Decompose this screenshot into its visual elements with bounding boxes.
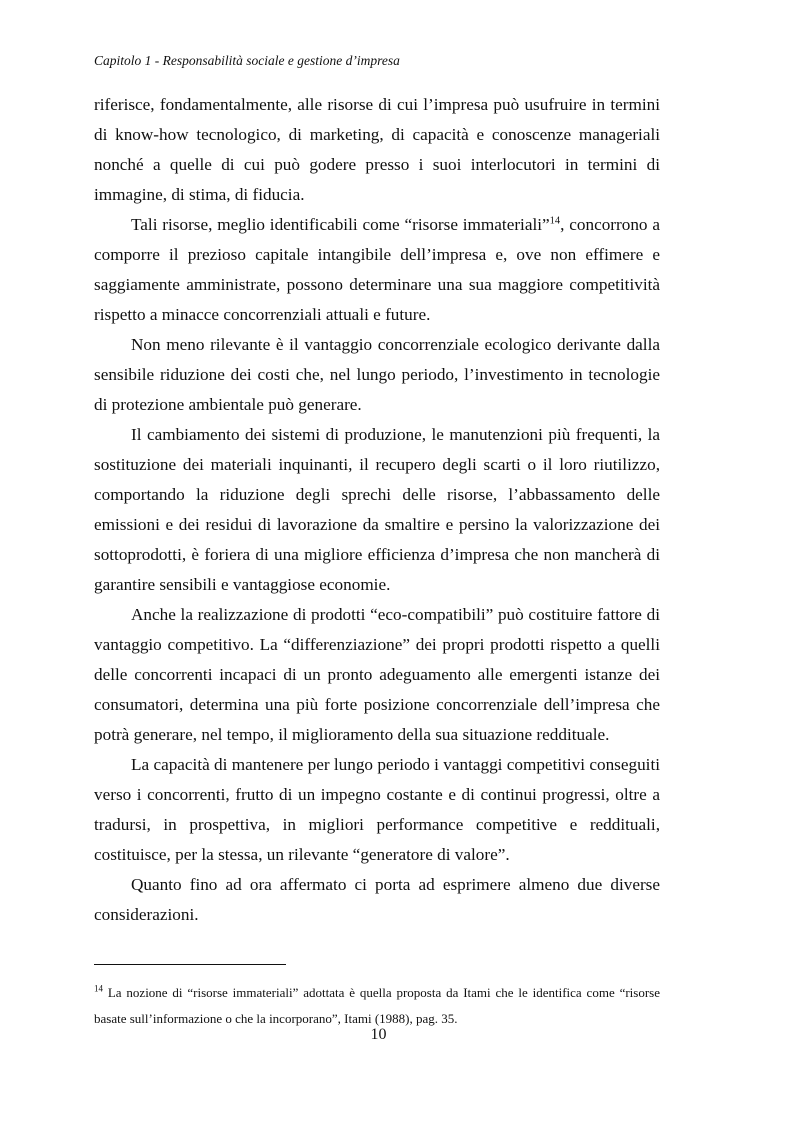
footnote-divider: [94, 964, 286, 965]
paragraph-intangible-resources: [94, 210, 660, 330]
body-text: [94, 90, 660, 930]
footnote-reference[interactable]: 14: [549, 215, 561, 227]
paragraph-competitive-advantage: La capacità di mantenere per lungo periodo i vantaggi competitivi conseguiti verso i concorrenti, frutto di un impegno costante e di continui progressi, oltre a tradursi, in prospettiva, in migliori performance competitive e reddituali, costituisce, per la stessa, un rilevante “generatore di valore”.: [94, 755, 660, 864]
paragraph-production-change: Il cambiamento dei sistemi di produzione, le manutenzioni più frequenti, la sostituzione dei materiali inquinanti, il recupero degli scarti o il loro riutilizzo, comportando la riduzione degli sprechi delle risorse, l’abbassamento delle emissioni e dei residui di lavorazione da smaltire e persino la valorizzazione dei sottoprodotti, è foriera di una migliore efficienza d’impresa che non mancherà di garantire sensibili e vantaggiose economie.: [94, 425, 660, 594]
footnote-number: 14: [94, 983, 103, 994]
paragraph-eco-products: Anche la realizzazione di prodotti “eco-compatibili” può costituire fattore di vantaggio competitivo. La “differenziazione” dei propri prodotti rispetto a quelli delle concorrenti incapaci di un pronto adeguamento alle emergenti istanze dei consumatori, determina una più forte posizione concorrenziale dell’impresa che potrà generare, nel tempo, il miglioramento della sua situazione reddituale.: [94, 605, 660, 744]
paragraph-conclusion: Quanto fino ad ora affermato ci porta ad esprimere almeno due diverse considerazioni.: [94, 875, 660, 924]
paragraph-text: , concorrono a comporre il prezioso capitale intangibile dell’impresa e, ove non effimere e saggiamente amministrate, possono determinare una sua maggiore competitività rispetto a minacce concorrenziali attuali e future.: [94, 215, 660, 324]
paragraph-continuation: riferisce, fondamentalmente, alle risorse di cui l’impresa può usufruire in termini di know-how tecnologico, di marketing, di capacità e conoscenze manageriali nonché a quelle di cui può godere presso i suoi interlocutori in termini di immagine, di stima, di fiducia.: [94, 95, 660, 204]
paragraph-text: Tali risorse, meglio identificabili come “risorse immateriali”: [131, 215, 550, 234]
footnote-text: La nozione di “risorse immateriali” adottata è quella proposta da Itami che le identifica come “risorse basate sull’informazione o che la incorporano”, Itami (1988), pag. 35.: [94, 985, 660, 1026]
page-number: 10: [370, 1026, 387, 1043]
footnote: [94, 980, 660, 1032]
paragraph-ecological-advantage: Non meno rilevante è il vantaggio concorrenziale ecologico derivante dalla sensibile riduzione dei costi che, nel lungo periodo, l’investimento in tecnologie di protezione ambientale può generare.: [94, 335, 660, 414]
running-header: Capitolo 1 - Responsabilità sociale e gestione d’impresa: [94, 53, 400, 68]
